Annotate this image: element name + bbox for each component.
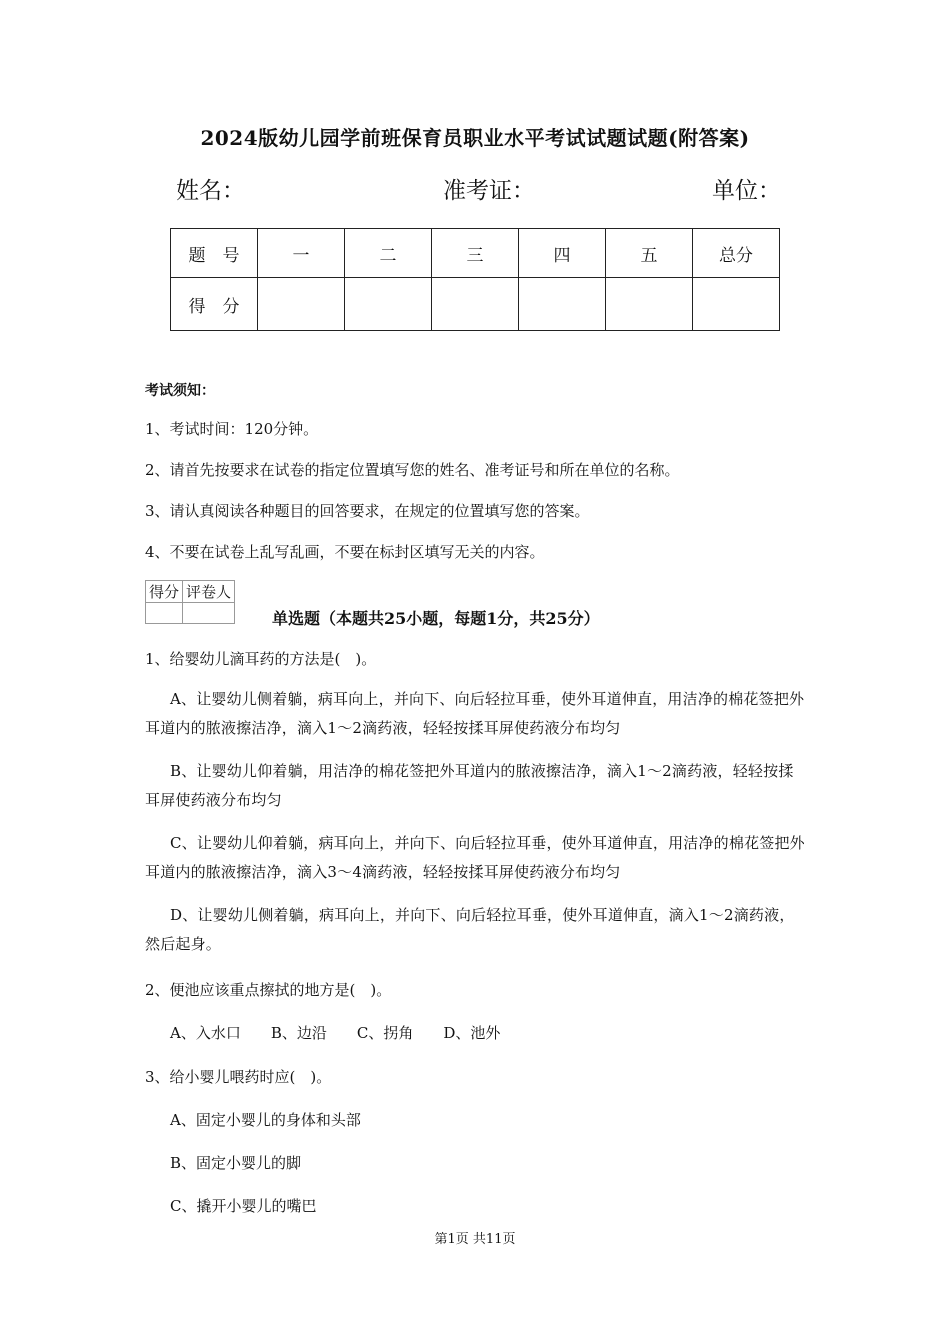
document-title: 2024版幼儿园学前班保育员职业水平考试试题试题(附答案) [200,126,750,150]
score-table-cell: 一 [258,229,345,278]
notice-item: 4、不要在试卷上乱写乱画，不要在标封区填写无关的内容。 [145,543,545,561]
answer-options-inline: A、入水口 B、边沿 C、拐角 D、池外 [170,1024,501,1042]
grader-name-cell[interactable] [183,603,235,624]
answer-option: B、固定小婴儿的脚 [170,1154,302,1172]
score-table-cell: 四 [519,229,606,278]
score-input-cell[interactable] [432,278,519,331]
grader-box [145,580,235,624]
score-table-cell: 三 [432,229,519,278]
name-field-label: 姓名： [176,178,245,204]
answer-option: A、固定小婴儿的身体和头部 [170,1111,361,1129]
answer-option: A、让婴幼儿侧着躺，病耳向上，并向下、向后轻拉耳垂，使外耳道伸直，用洁净的棉花签把外耳道内的脓液擦洁净，滴入1～2滴药液，轻轻按揉耳屏使药液分布均匀 [145,690,805,737]
question-stem: 1、给婴幼儿滴耳药的方法是( )。 [145,650,377,668]
score-table-cell: 题 号 [171,229,258,278]
question-stem: 3、给小婴儿喂药时应( )。 [145,1068,332,1086]
score-table [170,228,780,331]
notice-item: 1、考试时间：120分钟。 [145,420,319,438]
score-row-label: 得 分 [171,278,258,331]
score-input-cell[interactable] [258,278,345,331]
notice-title: 考试须知： [145,383,215,399]
answer-option: C、撬开小婴儿的嘴巴 [170,1197,317,1215]
page-footer: 第1页 共11页 [434,1232,516,1247]
exam-id-field-label: 准考证： [443,178,535,204]
answer-option: C、让婴幼儿仰着躺，病耳向上，并向下、向后轻拉耳垂，使外耳道伸直，用洁净的棉花签把外耳道内的脓液擦洁净，滴入3～4滴药液，轻轻按揉耳屏使药液分布均匀 [145,834,805,881]
answer-option: B、让婴幼儿仰着躺，用洁净的棉花签把外耳道内的脓液擦洁净，滴入1～2滴药液，轻轻按揉耳屏使药液分布均匀 [145,762,794,809]
notice-item: 2、请首先按要求在试卷的指定位置填写您的姓名、准考证号和所在单位的名称。 [145,461,680,479]
score-table-cell: 二 [345,229,432,278]
notice-item: 3、请认真阅读各种题目的回答要求，在规定的位置填写您的答案。 [145,502,590,520]
score-input-cell[interactable] [693,278,780,331]
question-stem: 2、便池应该重点擦拭的地方是( )。 [145,981,392,999]
score-table-score-row [171,278,780,331]
score-table-cell: 总分 [693,229,780,278]
score-table-header-row [171,229,780,278]
unit-field-label: 单位： [712,178,781,204]
score-input-cell[interactable] [519,278,606,331]
section-title: 单选题（本题共25小题，每题1分，共25分） [272,609,600,628]
answer-option: D、让婴幼儿侧着躺，病耳向上，并向下、向后轻拉耳垂，使外耳道伸直，滴入1～2滴药液，然后起身。 [145,906,795,953]
score-table-cell: 五 [606,229,693,278]
grader-score-label: 得分 [146,581,183,603]
score-input-cell[interactable] [606,278,693,331]
grader-score-cell[interactable] [146,603,183,624]
score-input-cell[interactable] [345,278,432,331]
grader-name-label: 评卷人 [183,581,235,603]
